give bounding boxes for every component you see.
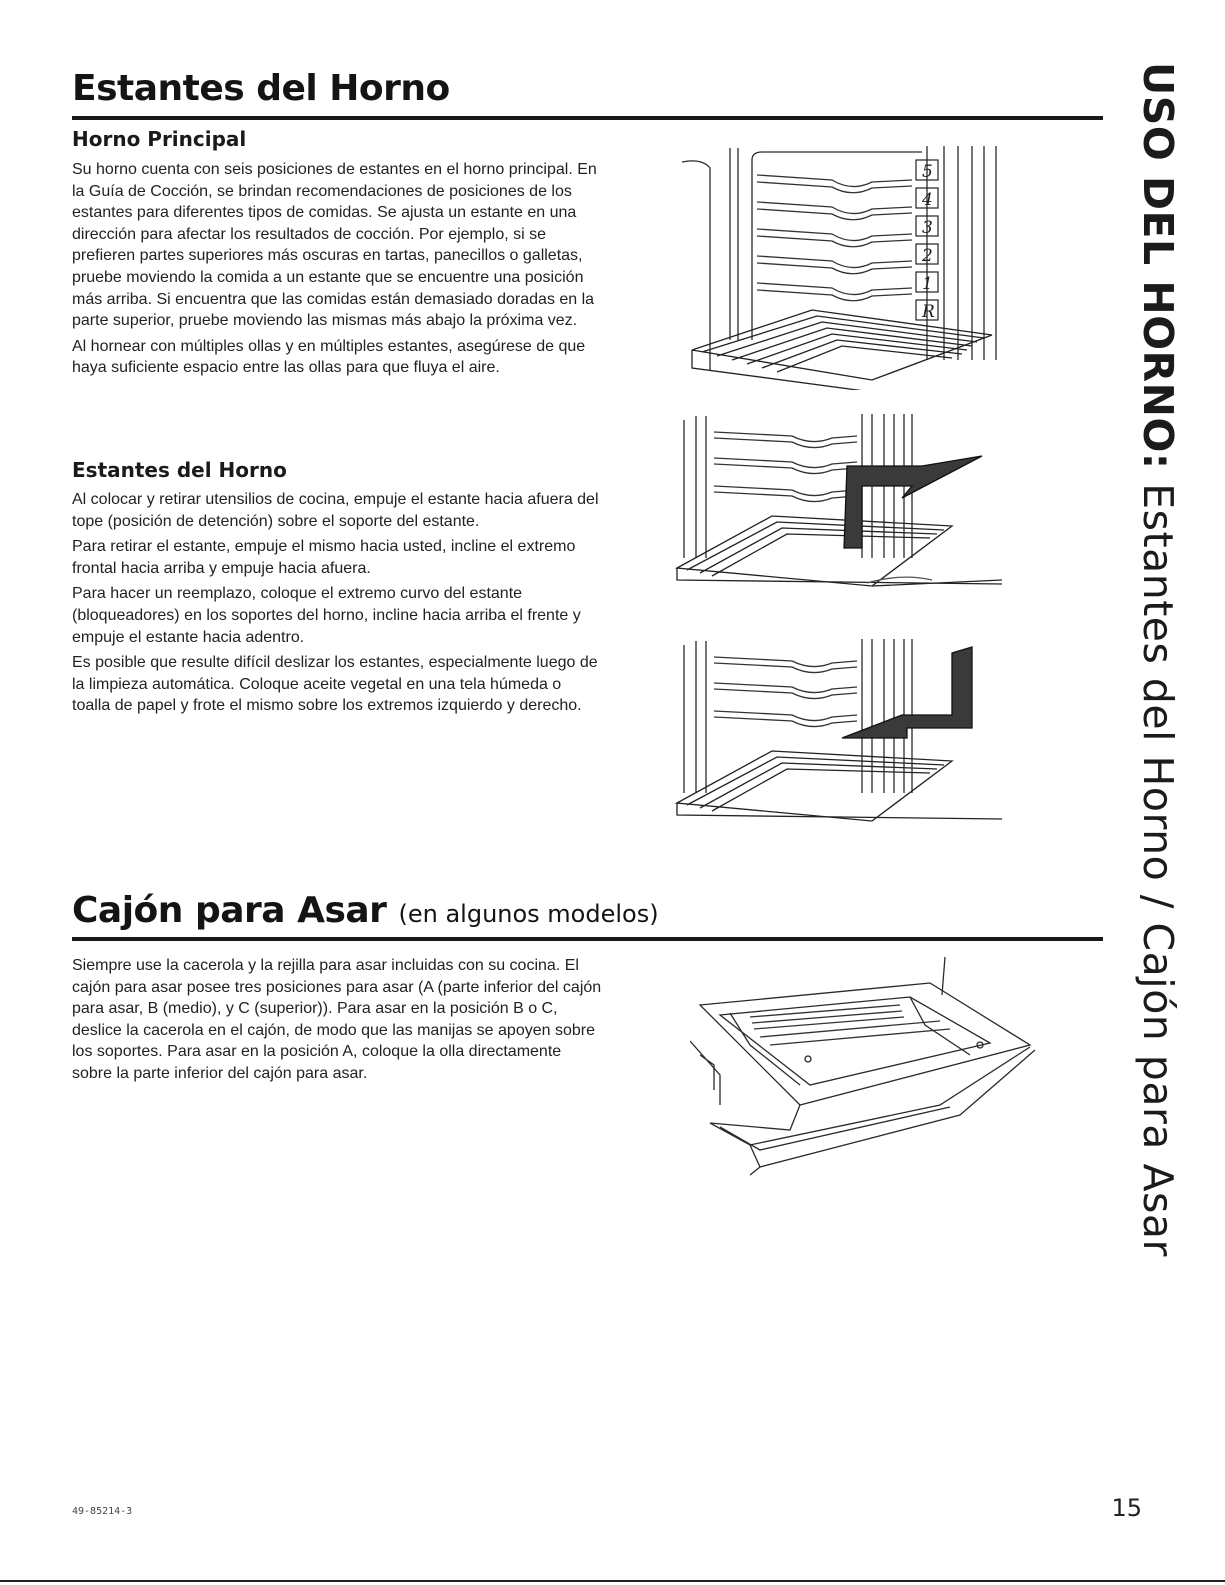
section-title-broiler-drawer: [72, 885, 659, 940]
subheading-oven-racks: Estantes del Horno: [72, 458, 287, 482]
paragraph: Para hacer un reemplazo, coloque el extremo curvo del estante (bloqueadores) en los soportes del horno, incline hacia arriba el frente y empuje el estante hacia adentro.: [72, 585, 581, 646]
paragraph: Para retirar el estante, empuje el mismo hacia usted, incline el extremo frontal hacia arriba y empuje hacia afuera.: [72, 538, 576, 577]
rack-label-3: 3: [922, 218, 933, 238]
rack-label-5: 5: [922, 162, 933, 182]
section-divider: [72, 937, 1103, 941]
paragraph: Al colocar y retirar utensilios de cocina, empuje el estante hacia afuera del tope (posición de detención) sobre el soporte del estante.: [72, 491, 599, 530]
bottom-border: [0, 1580, 1225, 1582]
rack-positions-illustration: [672, 140, 1012, 390]
chapter-sidebar: [1128, 62, 1198, 1257]
oven-racks-text: [72, 489, 602, 721]
rack-label-1: 1: [922, 274, 933, 294]
section-divider: [72, 116, 1103, 120]
broiler-drawer-text: [72, 955, 602, 1089]
rack-label-2: 2: [922, 246, 933, 266]
rack-insertion-illustration: [672, 633, 1012, 833]
broiler-drawer-title-suffix: (en algunos modelos): [398, 900, 659, 928]
rack-label-r: R: [922, 302, 935, 322]
paragraph: Al hornear con múltiples ollas y en múltiples estantes, asegúrese de que haya suficiente espacio entre las ollas para que fluya el aire.: [72, 337, 586, 377]
paragraph: Siempre use la cacerola y la rejilla para asar incluidas con su cocina. El cajón para asar posee tres posiciones para asar (A (parte inferior del cajón para asar, B (medio), y C (superior)). Para asar en la posición B o C, deslice la cacerola en el cajón, de modo que las manijas se apoyen sobre los soportes. Para asar en la posición A, coloque la olla directamente sobre la parte inferior del cajón para asar.: [72, 957, 602, 1082]
paragraph: Es posible que resulte difícil deslizar los estantes, especialmente luego de la limpieza automática. Coloque aceite vegetal en una tela húmeda o toalla de papel y frote el mismo sobre los extremos izquierdo y derecho.: [72, 654, 598, 715]
broiler-drawer-illustration: [690, 955, 1040, 1185]
rack-removal-illustration: [672, 408, 1012, 598]
paragraph: Su horno cuenta con seis posiciones de estantes en el horno principal. En la Guía de Cocción, se brindan recomendaciones de posiciones de los estantes para diferentes tipos de comidas. Se ajusta un estante en una dirección para afectar los resultados de cocción. Por ejemplo, si se prefieren partes superiores más oscuras en tartas, panecillos o galletas, pruebe moviendo la comida a un estante que se encuentre una posición más arriba. Si encuentra que las comidas están demasiado doradas en la parte superior, pruebe moviendo las mismas más abajo la próxima vez.: [72, 161, 597, 330]
chapter-sidebar-bold: USO DEL HORNO:: [1134, 62, 1182, 470]
subheading-main-oven: Horno Principal: [72, 127, 247, 151]
main-oven-text: [72, 159, 602, 383]
page-number: 15: [1111, 1494, 1142, 1522]
document-code: 49-85214-3: [72, 1506, 133, 1517]
chapter-sidebar-text: [1128, 62, 1188, 1257]
chapter-sidebar-light: Estantes del Horno / Cajón para Asar: [1134, 469, 1182, 1257]
section-title-oven-racks: Estantes del Horno: [72, 68, 450, 109]
broiler-drawer-title: Cajón para Asar: [72, 890, 387, 931]
rack-label-4: 4: [922, 190, 933, 210]
